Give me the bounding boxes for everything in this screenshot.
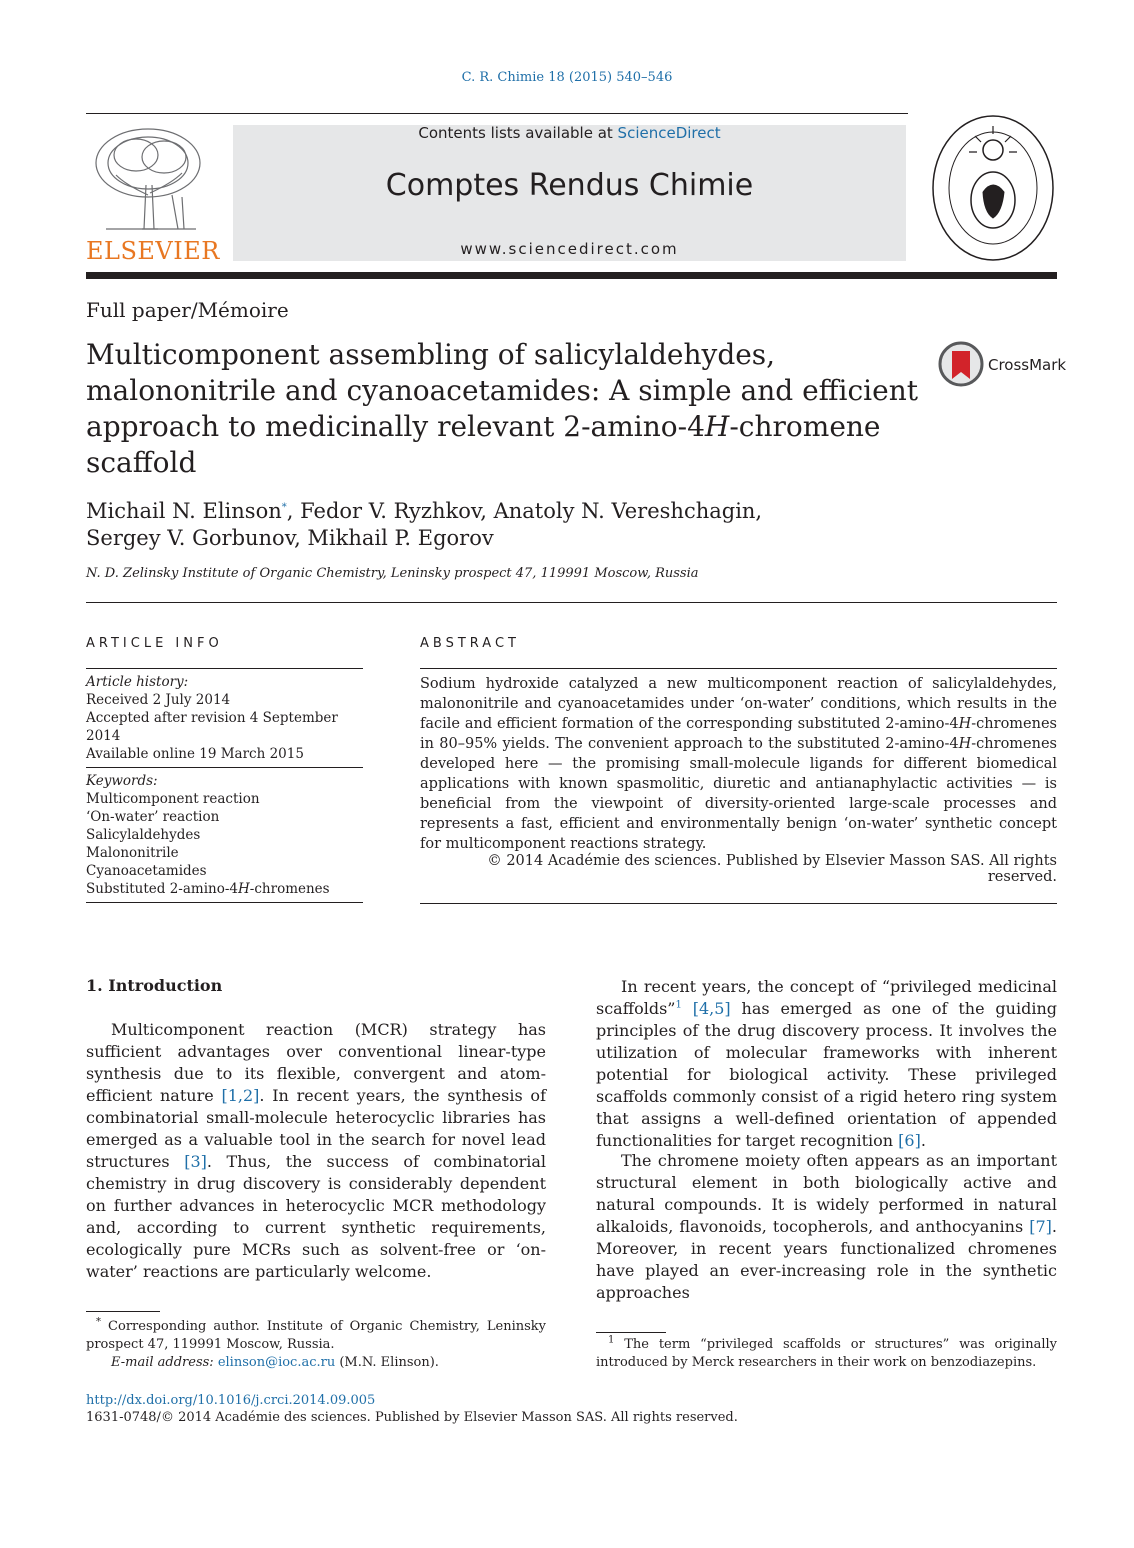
- article-title: Multicomponent assembling of salicylaldehydes, malononitrile and cyanoacetamides: A simple and efficient approach to medicinally relevant 2-amino-4H-chromene scaffold: [86, 338, 918, 479]
- citation-link[interactable]: [1,2]: [221, 1086, 260, 1105]
- academie-seal: [928, 112, 1058, 264]
- keyword: Substituted 2-amino-4H-chromenes: [86, 881, 330, 897]
- keyword: Multicomponent reaction: [86, 791, 260, 807]
- tree-icon: [86, 125, 214, 237]
- affiliation: N. D. Zelinsky Institute of Organic Chemistry, Leninsky prospect 47, 119991 Moscow, Russia: [86, 566, 699, 581]
- info-rule: [86, 668, 363, 669]
- citation-link[interactable]: [4,5]: [692, 999, 731, 1018]
- abstract-copyright: © 2014 Académie des sciences. Published by Elsevier Masson SAS. All rights reserved.: [487, 853, 1057, 885]
- paragraph: The chromene moiety often appears as an important structural element in both biologically active and natural compounds. It is widely performed in natural alkaloids, flavonoids, tocopherols, and anthocyanins [7]. Moreover, in recent years functionalized chromenes have played an ever-increasing role in the synthetic approaches: [596, 1151, 1057, 1302]
- journal-title: Comptes Rendus Chimie: [385, 168, 754, 203]
- crossmark-badge[interactable]: [938, 341, 1067, 389]
- doi-link[interactable]: http://dx.doi.org/10.1016/j.crci.2014.09.005: [86, 1393, 376, 1408]
- citation-link[interactable]: [6]: [898, 1131, 921, 1150]
- abstract-rule: [420, 903, 1057, 904]
- keywords: Keywords: Multicomponent reaction ‘On-water’ reaction Salicylaldehydes Malononitrile Cyanoacetamides Substituted 2-amino-4H-chromenes: [86, 772, 376, 898]
- abstract-rule: [420, 668, 1057, 669]
- citation-link[interactable]: [7]: [1029, 1217, 1052, 1236]
- info-rule: [86, 902, 363, 903]
- section-type: Full paper/Mémoire: [86, 298, 289, 322]
- paragraph: In recent years, the concept of “privileged medicinal scaffolds”$^1$ [4,5] has emerged as one of the guiding principles of the drug discovery process. It involves the utilization of molecular frameworks with inherent potential for biological activity. These privileged scaffolds commonly consist of a rigid hetero ring system that assigns a well-defined orientation of appended functionalities for target recognition [6].: [596, 977, 1057, 1150]
- crossmark-label: CrossMark: [988, 356, 1067, 374]
- footnote-rule: [596, 1332, 666, 1333]
- keyword: Salicylaldehydes: [86, 827, 201, 843]
- author-list: Michail N. Elinson*, Fedor V. Ryzhkov, Anatoly N. Vereshchagin, Sergey V. Gorbunov, Mikhail P. Egorov: [86, 499, 763, 550]
- keyword: Malononitrile: [86, 845, 179, 861]
- corresponding-author-marker[interactable]: *: [281, 502, 287, 513]
- footnote-marker[interactable]: 1: [675, 999, 682, 1011]
- keyword: Cyanoacetamides: [86, 863, 207, 879]
- crossmark-icon: [938, 341, 984, 387]
- journal-url[interactable]: www.sciencedirect.com: [460, 240, 679, 258]
- journal-reference[interactable]: C. R. Chimie 18 (2015) 540–546: [461, 70, 673, 85]
- info-rule: [86, 767, 363, 768]
- footnote-rule: [86, 1311, 160, 1312]
- article-history: Article history: Received 2 July 2014 Accepted after revision 4 September 2014 Available online 19 March 2015: [86, 674, 338, 762]
- paragraph: Multicomponent reaction (MCR) strategy has sufficient advantages over conventional linear-type synthesis due to its flexible, convergent and atom-efficient nature [1,2]. In recent years, the synthesis of combinatorial small-molecule heterocyclic libraries has emerged as a valuable tool in the search for novel lead structures [3]. Thus, the success of combinatorial chemistry in drug discovery is considerably dependent on further advances in heterocyclic MCR methodology and, according to current synthetic requirements, ecologically pure MCRs such as solvent-free or ‘on-water’ reactions are particularly welcome.: [86, 1020, 546, 1281]
- abstract-text: Sodium hydroxide catalyzed a new multicomponent reaction of salicylaldehydes, malononitrile and cyanoacetamides under ‘on-water’ conditions, which results in the facile and efficient formation of the corresponding substituted 2-amino-4H-chromenes in 80–95% yields. The convenient approach to the substituted 2-amino-4H-chromenes developed here — the promising small-molecule ligands for different biomedical applications with known spasmolitic, diuretic and antianaphylactic activities — is beneficial from the viewpoint of diversity-oriented large-scale processes and represents a fast, efficient and environmentally benign ‘on-water’ synthetic concept for multicomponent reactions strategy.: [420, 676, 1057, 852]
- issn-copyright: 1631-0748/© 2014 Académie des sciences. Published by Elsevier Masson SAS. All rights reserved.: [86, 1410, 738, 1425]
- contents-line: Contents lists available at ScienceDirect: [418, 124, 721, 142]
- seal-icon: [928, 112, 1058, 264]
- sciencedirect-link[interactable]: ScienceDirect: [617, 124, 721, 142]
- header-rule: [86, 113, 908, 114]
- abstract-heading: ABSTRACT: [420, 636, 520, 651]
- footnote-1: $^1$ The term “privileged scaffolds or structures” was originally introduced by Merck researchers in their work on benzodiazepins.: [596, 1334, 1057, 1370]
- email-link[interactable]: elinson@ioc.ac.ru: [217, 1355, 336, 1370]
- corresponding-author-footnote: * Corresponding author. Institute of Organic Chemistry, Leninsky prospect 47, 119991 Moscow, Russia. E-mail address: elinson@ioc.ac.ru (M.N. Elinson).: [86, 1316, 546, 1370]
- article-info-heading: ARTICLE INFO: [86, 636, 223, 651]
- introduction-heading: 1. Introduction: [86, 976, 223, 995]
- citation-link[interactable]: [3]: [184, 1152, 207, 1171]
- elsevier-logo: ELSEVIER: [86, 125, 214, 265]
- header-bar: [86, 272, 1057, 279]
- title-rule: [86, 602, 1057, 603]
- keyword: ‘On-water’ reaction: [86, 809, 220, 825]
